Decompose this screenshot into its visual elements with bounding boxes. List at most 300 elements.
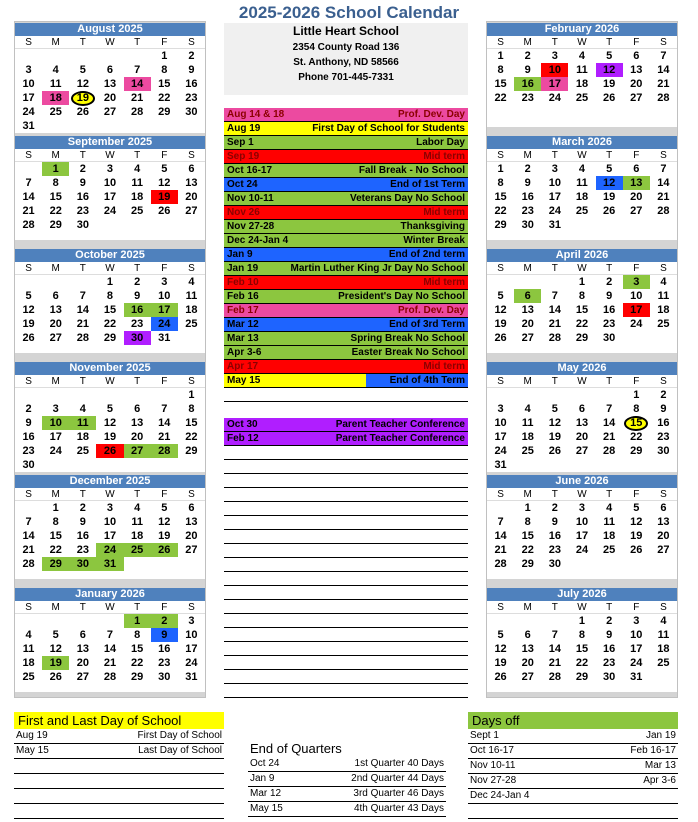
day-cell: 26: [603, 92, 616, 104]
day-cell: 5: [79, 64, 86, 76]
day-cell: 19: [22, 318, 35, 330]
day-cell: 1: [42, 162, 69, 176]
weekday-label: W: [568, 262, 595, 275]
day-cell: 10: [541, 63, 568, 77]
weekday-label: S: [15, 375, 42, 388]
day-cell: 25: [124, 543, 151, 557]
month-header: August 2025: [15, 23, 205, 36]
blank-line: [224, 502, 468, 516]
day-cell: 8: [578, 290, 586, 302]
quarters-header: End of Quarters: [250, 741, 342, 756]
day-cell: 23: [76, 205, 89, 217]
day-cell: 30: [603, 671, 616, 683]
day-cell: 16: [521, 191, 534, 203]
event-date: Nov 26: [227, 207, 260, 218]
day-cell: 22: [521, 544, 534, 556]
weekday-label: M: [514, 262, 541, 275]
month-grid: [487, 488, 677, 571]
day-cell: 13: [575, 417, 589, 429]
day-cell: 31: [158, 332, 171, 344]
event-row: [224, 150, 468, 164]
weekday-label: W: [96, 149, 123, 162]
day-cell: 15: [158, 78, 171, 90]
day-cell: 4: [660, 276, 667, 288]
day-cell: 19: [69, 91, 96, 105]
day-cell: 13: [103, 78, 117, 90]
blank-line: [224, 544, 468, 558]
day-cell: 18: [575, 191, 589, 203]
day-cell: 2: [25, 403, 32, 415]
day-cell: 25: [131, 205, 144, 217]
days-off-box: [468, 712, 678, 819]
day-cell: 16: [124, 303, 151, 317]
day-cell: 2: [606, 615, 613, 627]
day-cell: 26: [630, 544, 643, 556]
day-cell: 12: [103, 417, 117, 429]
day-cell: 14: [603, 417, 616, 429]
weekday-label: T: [69, 262, 96, 275]
day-cell: 16: [76, 191, 89, 203]
month-calendar: [487, 23, 677, 127]
quarter-label: 1st Quarter 40 Days: [354, 758, 444, 769]
days-off-left: Oct 16-17: [470, 745, 514, 756]
day-cell: 2: [551, 502, 558, 514]
weekday-label: T: [69, 601, 96, 614]
day-cell: 6: [134, 403, 141, 415]
day-cell: 14: [76, 304, 89, 316]
event-row: [224, 122, 468, 136]
event-label: Winter Break: [403, 235, 465, 246]
days-off-row: [468, 729, 678, 744]
empty-day: [514, 275, 541, 289]
day-cell: 23: [603, 657, 616, 669]
weekday-label: S: [15, 262, 42, 275]
weekday-label: S: [650, 375, 677, 388]
weekday-label: M: [42, 149, 69, 162]
day-cell: 22: [49, 544, 62, 556]
day-cell: 31: [630, 671, 643, 683]
day-cell: 28: [548, 671, 561, 683]
event-row: [224, 290, 468, 304]
day-cell: 20: [630, 78, 643, 90]
month-header: September 2025: [15, 136, 205, 149]
event-row: [224, 136, 468, 150]
day-cell: 25: [657, 657, 670, 669]
day-cell: 6: [188, 502, 195, 514]
day-cell: 6: [106, 64, 114, 76]
school-city-line: St. Anthony, ND 58566: [293, 57, 399, 68]
school-address-line: 2354 County Road 136: [292, 42, 400, 53]
day-cell: 20: [185, 191, 198, 203]
day-cell: 29: [575, 332, 589, 344]
weekday-label: S: [487, 149, 514, 162]
day-cell: 27: [575, 445, 589, 457]
day-cell: 17: [494, 431, 507, 443]
weekday-label: S: [15, 36, 42, 49]
event-label: End of 4th Term: [366, 374, 468, 387]
month-grid: [487, 149, 677, 232]
event-date: May 15: [224, 374, 366, 387]
weekday-label: S: [650, 36, 677, 49]
month-header: November 2025: [15, 362, 205, 375]
day-cell: 23: [22, 445, 35, 457]
day-cell: 28: [548, 332, 561, 344]
day-cell: 21: [103, 657, 117, 669]
month-grid: [15, 375, 205, 472]
days-off-row: [468, 744, 678, 759]
day-cell: 7: [497, 516, 504, 528]
empty-day: [596, 388, 623, 402]
day-cell: 21: [494, 544, 507, 556]
day-cell: 19: [548, 431, 561, 443]
day-cell: 28: [151, 444, 178, 458]
day-cell: 16: [158, 643, 171, 655]
day-cell: 1: [497, 50, 504, 62]
day-cell: 24: [494, 445, 507, 457]
quarter-row: [248, 787, 446, 802]
days-off-right: Apr 3-6: [643, 775, 676, 786]
day-cell: 6: [633, 50, 640, 62]
day-cell: 10: [42, 416, 69, 430]
weekday-label: M: [42, 488, 69, 501]
day-cell: 27: [521, 332, 534, 344]
day-cell: 15: [131, 643, 144, 655]
day-cell: 5: [551, 403, 558, 415]
day-cell: 9: [524, 177, 531, 189]
month-header: June 2026: [487, 475, 677, 488]
day-cell: 9: [606, 629, 613, 641]
school-phone-line: Phone 701-445-7331: [298, 72, 394, 83]
event-row: [224, 262, 468, 276]
day-cell: 25: [521, 445, 534, 457]
weekday-label: F: [151, 262, 178, 275]
day-cell: 24: [630, 657, 643, 669]
day-cell: 30: [158, 671, 171, 683]
day-cell: 1: [633, 389, 640, 401]
month-grid: [15, 262, 205, 345]
weekday-label: M: [514, 375, 541, 388]
day-cell: 4: [606, 502, 613, 514]
empty-day: [541, 388, 568, 402]
weekday-label: M: [42, 601, 69, 614]
weekday-label: F: [151, 375, 178, 388]
quarter-row: [248, 772, 446, 787]
month-calendar: [15, 136, 205, 240]
day-cell: 28: [103, 671, 117, 683]
day-cell: 9: [660, 403, 667, 415]
weekday-label: T: [69, 36, 96, 49]
day-cell: 9: [25, 417, 32, 429]
day-cell: 4: [79, 403, 86, 415]
day-cell: 21: [158, 431, 171, 443]
weekday-label: T: [596, 149, 623, 162]
day-cell: 11: [576, 177, 588, 189]
weekday-label: F: [623, 36, 650, 49]
day-cell: 9: [79, 516, 86, 528]
day-cell: 8: [497, 64, 504, 76]
day-cell: 24: [548, 205, 561, 217]
day-cell: 11: [603, 516, 615, 528]
day-cell: 2: [524, 163, 531, 175]
day-cell: 3: [623, 275, 650, 289]
empty-day: [42, 388, 69, 402]
day-cell: 13: [76, 643, 89, 655]
event-row: [224, 318, 468, 332]
day-cell: 23: [521, 92, 534, 104]
day-cell: 17: [548, 191, 561, 203]
day-cell: 4: [578, 163, 586, 175]
day-cell: 2: [134, 276, 141, 288]
event-label: Mid term: [423, 207, 465, 218]
day-cell: 2: [79, 502, 86, 514]
day-cell: 22: [158, 92, 171, 104]
day-cell: 6: [578, 403, 586, 415]
weekday-label: F: [151, 601, 178, 614]
day-cell: 19: [151, 190, 178, 204]
event-label: Mid term: [423, 277, 465, 288]
weekday-label: W: [568, 149, 595, 162]
day-cell: 2: [606, 276, 613, 288]
event-date: Nov 27-28: [227, 221, 275, 232]
day-cell: 30: [548, 558, 561, 570]
day-cell: 24: [96, 543, 123, 557]
day-cell: 29: [185, 445, 198, 457]
day-cell: 4: [134, 502, 141, 514]
event-date: Aug 19: [227, 123, 261, 134]
blank-line: [224, 656, 468, 670]
day-cell: 22: [494, 92, 507, 104]
day-cell: 5: [106, 403, 114, 415]
day-cell: 15: [494, 191, 507, 203]
month-calendar: [15, 249, 205, 353]
day-cell: 29: [131, 671, 144, 683]
days-off-row: [468, 774, 678, 789]
last-day-row: [14, 744, 224, 759]
day-cell: 26: [151, 543, 178, 557]
month-grid: [15, 601, 205, 684]
day-cell: 11: [49, 78, 62, 90]
weekday-label: S: [15, 488, 42, 501]
month-grid: [487, 262, 677, 345]
day-cell: 18: [131, 191, 144, 203]
weekday-label: T: [124, 262, 151, 275]
empty-day: [124, 49, 151, 63]
month-calendar: [487, 588, 677, 692]
month-calendar: [487, 249, 677, 353]
day-cell: 10: [158, 290, 171, 302]
day-cell: 25: [22, 671, 35, 683]
day-cell: 16: [514, 77, 541, 91]
blank-line: [224, 388, 468, 402]
day-cell: 28: [494, 558, 507, 570]
blank-line: [224, 684, 468, 698]
day-cell: 13: [521, 643, 534, 655]
blank-row: [14, 804, 224, 819]
event-label: Mid term: [423, 361, 465, 372]
day-cell: 30: [603, 332, 616, 344]
day-cell: 8: [578, 629, 586, 641]
day-cell: 20: [103, 92, 117, 104]
day-cell: 25: [603, 544, 616, 556]
empty-day: [124, 388, 151, 402]
day-cell: 7: [25, 177, 32, 189]
event-label: Easter Break No School: [351, 347, 465, 358]
day-cell: 3: [52, 403, 59, 415]
day-cell: 29: [42, 557, 69, 571]
day-cell: 31: [548, 219, 561, 231]
weekday-label: M: [514, 601, 541, 614]
empty-day: [69, 388, 96, 402]
day-cell: 21: [548, 657, 561, 669]
day-cell: 14: [548, 643, 561, 655]
day-cell: 18: [603, 530, 616, 542]
day-cell: 23: [548, 544, 561, 556]
empty-day: [69, 49, 96, 63]
conference-list: [224, 418, 468, 446]
event-label: Fall Break - No School: [358, 165, 465, 176]
day-cell: 1: [124, 614, 151, 628]
empty-day: [541, 614, 568, 628]
day-cell: 29: [575, 671, 589, 683]
empty-day: [487, 388, 514, 402]
weekday-label: M: [42, 36, 69, 49]
quarter-label: 2nd Quarter 44 Days: [351, 773, 444, 784]
weekday-label: S: [487, 36, 514, 49]
weekday-label: F: [623, 488, 650, 501]
day-cell: 8: [497, 177, 504, 189]
event-row: [224, 432, 468, 446]
blank-line: [224, 530, 468, 544]
event-row: [224, 332, 468, 346]
event-label: End of 1st Term: [390, 179, 465, 190]
event-label: Prof. Dev. Day: [397, 305, 465, 316]
day-cell: 31: [22, 120, 35, 132]
event-date: Dec 24-Jan 4: [227, 235, 289, 246]
event-date: Mar 12: [227, 319, 259, 330]
day-cell: 2: [524, 50, 531, 62]
day-cell: 26: [22, 332, 35, 344]
day-cell: 8: [161, 64, 168, 76]
day-cell: 14: [657, 177, 670, 189]
event-label: Martin Luther King Jr Day No School: [290, 263, 465, 274]
day-cell: 20: [49, 318, 62, 330]
event-row: [224, 206, 468, 220]
day-cell: 29: [630, 445, 643, 457]
day-cell: 28: [76, 332, 89, 344]
weekday-label: S: [178, 601, 205, 614]
day-cell: 16: [548, 530, 561, 542]
end-of-quarters-box: [248, 740, 446, 817]
day-cell: 30: [521, 219, 534, 231]
day-cell: 17: [151, 303, 178, 317]
day-cell: 11: [657, 629, 670, 641]
blank-line: [224, 446, 468, 460]
empty-day: [487, 614, 514, 628]
weekday-label: T: [69, 149, 96, 162]
day-cell: 5: [52, 629, 59, 641]
event-row: [224, 418, 468, 432]
day-cell: 9: [606, 290, 613, 302]
weekday-label: S: [650, 149, 677, 162]
day-cell: 16: [185, 78, 198, 90]
weekday-label: S: [487, 375, 514, 388]
first-day-date: Aug 19: [16, 730, 48, 741]
day-cell: 4: [25, 629, 32, 641]
day-cell: 20: [630, 191, 643, 203]
event-row: [224, 178, 468, 192]
day-cell: 16: [603, 643, 616, 655]
blank-line: [224, 614, 468, 628]
weekday-label: F: [151, 149, 178, 162]
day-cell: 16: [22, 431, 35, 443]
empty-day: [42, 275, 69, 289]
day-cell: 12: [76, 78, 89, 90]
blank-line: [224, 600, 468, 614]
day-cell: 9: [551, 516, 558, 528]
empty-day: [69, 275, 96, 289]
weekday-label: W: [568, 488, 595, 501]
day-cell: 6: [660, 502, 667, 514]
blank-line: [224, 642, 468, 656]
day-cell: 4: [52, 64, 59, 76]
event-date: Feb 16: [227, 291, 259, 302]
weekday-label: T: [596, 488, 623, 501]
day-cell: 20: [131, 431, 144, 443]
event-row: [224, 360, 468, 374]
day-cell: 23: [76, 544, 89, 556]
page-title: 2025-2026 School Calendar: [238, 3, 460, 22]
days-off-left: Nov 27-28: [470, 775, 517, 786]
month-grid: [487, 601, 677, 684]
event-date: Sep 19: [227, 151, 260, 162]
day-cell: 20: [76, 657, 89, 669]
day-cell: 30: [22, 459, 35, 471]
event-date: Oct 24: [227, 179, 258, 190]
day-cell: 13: [521, 304, 534, 316]
day-cell: 17: [541, 77, 568, 91]
day-cell: 15: [575, 643, 589, 655]
day-cell: 27: [103, 106, 117, 118]
empty-day: [15, 501, 42, 515]
day-cell: 9: [188, 64, 195, 76]
event-date: Mar 13: [227, 333, 259, 344]
month-calendar: [15, 362, 205, 471]
weekday-label: W: [96, 375, 123, 388]
day-cell: 3: [106, 502, 114, 514]
day-cell: 20: [575, 431, 589, 443]
day-cell: 17: [630, 643, 643, 655]
empty-day: [42, 614, 69, 628]
day-cell: 28: [22, 558, 35, 570]
days-off-right: Jan 19: [645, 730, 676, 741]
blank-line: [224, 474, 468, 488]
day-cell: 12: [158, 516, 171, 528]
day-cell: 26: [96, 444, 123, 458]
weekday-label: S: [15, 149, 42, 162]
day-cell: 23: [131, 318, 144, 330]
event-row: [224, 346, 468, 360]
day-cell: 5: [161, 163, 168, 175]
day-cell: 17: [185, 643, 198, 655]
blank-row: [14, 789, 224, 804]
day-cell: 12: [596, 63, 623, 77]
left-calendar-column: [14, 21, 206, 698]
quarter-date: May 15: [250, 803, 283, 814]
day-cell: 6: [79, 629, 86, 641]
blank-line: [224, 488, 468, 502]
day-cell: 22: [103, 318, 117, 330]
weekday-label: S: [178, 262, 205, 275]
